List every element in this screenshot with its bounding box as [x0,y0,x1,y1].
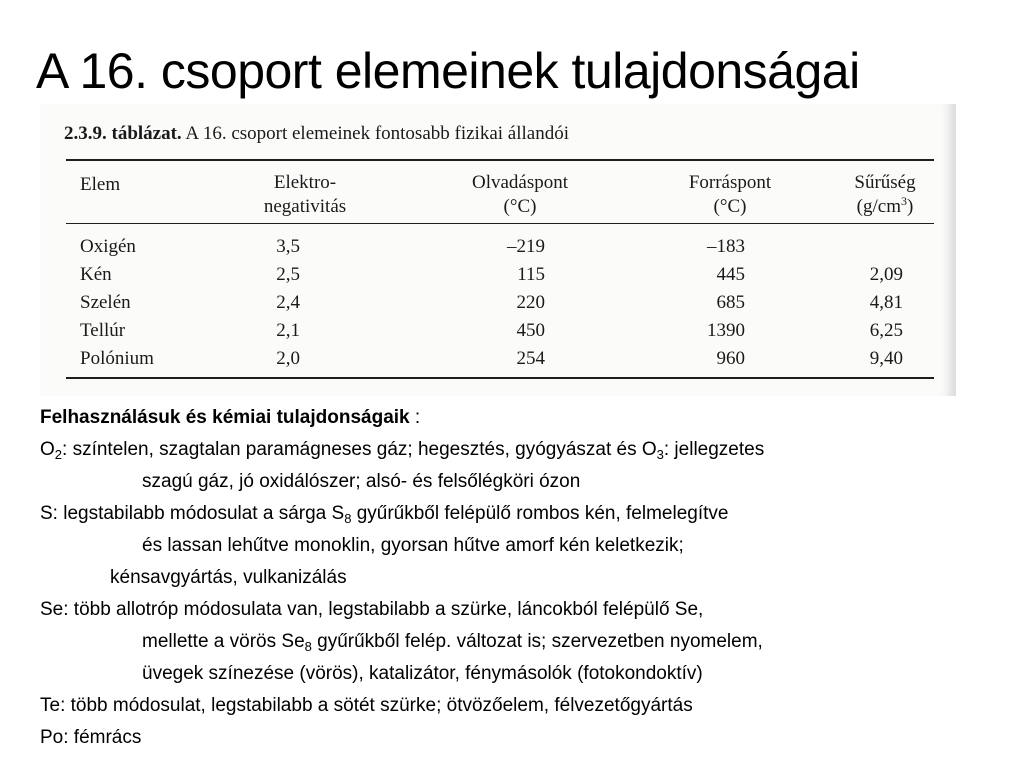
note-selenium-text-2: gyűrűkből felép. változat is; szervezetben nyomelem, [311,631,763,652]
table-bottom-rule [66,377,934,379]
notes-heading: Felhasználásuk és kémiai tulajdonságaik [40,407,410,428]
note-sulfur-text-2: gyűrűkből felépülő rombos kén, felmelegítve [351,503,729,524]
header-density-2 [820,195,950,218]
header-electronegativity-1: Elektro- [273,172,337,193]
note-polonium-line: Po: fémrács [40,727,142,748]
cell-melting-point: 254 [516,348,545,369]
header-density-1: Sűrűség [854,172,916,193]
cell-electronegativity: 2,1 [276,320,300,341]
table-header-rule [66,223,934,224]
table-caption-number: 2.3.9. táblázat. [64,123,182,144]
cell-boiling-point: 960 [716,348,745,369]
header-density-unit-close: ) [907,196,914,217]
header-boiling-point-2: (°C) [713,196,747,217]
cell-elem: Tellúr [80,320,126,341]
table-caption [64,123,569,145]
note-oxygen-text: : színtelen, szagtalan paramágneses gáz; hegesztés, gyógyászat és O [62,439,657,460]
cell-electronegativity: 3,5 [276,236,300,257]
cell-electronegativity: 2,0 [276,348,300,369]
note-selenium-subscript: 8 [304,639,312,654]
cell-melting-point: 220 [516,292,545,313]
cell-density: 9,40 [869,348,903,369]
note-ozone-text: : jellegzetes [663,439,765,460]
cell-boiling-point: 445 [716,264,745,285]
note-selenium-continuation-2: üvegek színezése (vörös), katalizátor, fénymásolók (fotokondoktív) [142,663,703,684]
cell-melting-point: 115 [517,264,545,285]
note-sulfur-line [40,502,728,526]
header-elem: Elem [80,174,121,195]
cell-density: 6,25 [869,320,903,341]
table-caption-text: A 16. csoport elemeinek fontosabb fizikai állandói [185,123,569,144]
note-ozone-subscript: 3 [656,447,664,462]
header-boiling-point-1: Forráspont [688,172,772,193]
header-density-unit: (g/cm [856,196,901,217]
cell-electronegativity: 2,4 [276,292,300,313]
cell-electronegativity: 2,5 [276,264,300,285]
note-sulfur-continuation-2: kénsavgyártás, vulkanizálás [110,567,347,588]
note-oxygen-continuation: szagú gáz, jó oxidálószer; alsó- és felsőlégköri ózon [142,471,581,492]
cell-boiling-point: 1390 [707,320,745,341]
cell-boiling-point: 685 [716,292,745,313]
cell-melting-point: 450 [516,320,545,341]
header-melting-point-2: (°C) [503,196,537,217]
note-selenium-line: Se: több allotróp módosulata van, legstabilabb a szürke, láncokból felépülő Se, [40,599,704,620]
notes-heading-line [40,406,420,430]
note-sulfur-text: S: legstabilabb módosulat a sárga S [40,503,345,524]
header-density-unit-exponent: 3 [901,194,907,208]
note-tellurium-line: Te: több módosulat, legstabilabb a sötét szürke; ötvözőelem, félvezetőgyártás [40,695,693,716]
table-top-rule [66,159,934,161]
note-sulfur-continuation-1: és lassan lehűtve monoklin, gyorsan hűtve amorf kén keletkezik; [142,535,684,556]
cell-melting-point: –219 [507,236,545,257]
cell-density: 4,81 [869,292,903,313]
table-scan [40,104,956,396]
header-electronegativity-2: negativitás [263,196,347,217]
page-title: A 16. csoport elemeinek tulajdonságai [36,43,860,99]
cell-elem: Polónium [80,348,154,369]
note-oxygen-subscript: 2 [54,447,63,462]
note-selenium-text: mellette a vörös Se [142,631,305,652]
cell-elem: Szelén [80,292,131,313]
cell-density: 2,09 [869,264,903,285]
note-selenium-continuation-1 [142,630,763,654]
note-sulfur-subscript: 8 [344,511,352,526]
header-melting-point-1: Olvadáspont [471,172,569,193]
note-oxygen-line [40,438,764,462]
cell-boiling-point: –183 [707,236,745,257]
notes-heading-colon: : [409,407,421,428]
cell-elem: Kén [80,264,112,285]
note-oxygen-symbol: O [40,439,55,460]
cell-elem: Oxigén [80,236,136,257]
